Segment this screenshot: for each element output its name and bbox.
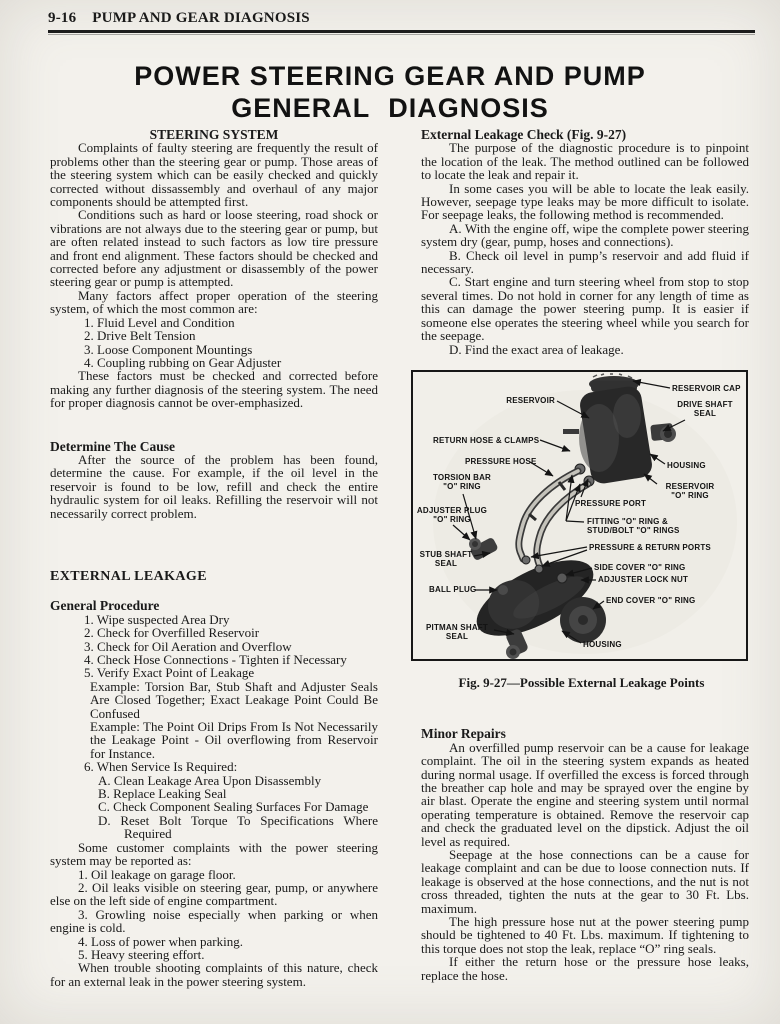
sub-list-item: C. Check Component Sealing Surfaces For Damage (98, 799, 369, 815)
left-column (50, 128, 378, 988)
paragraph: Many factors affect proper operation of the steering system, of which the most common are: (50, 287, 378, 317)
figure-label-pitman-shaft-seal: PITMAN SHAFT SEAL (426, 622, 488, 642)
two-column-body (50, 128, 749, 988)
list-item: 2. Drive Belt Tension (84, 328, 196, 344)
paragraph: These factors must be checked and corrected before making any further diagnosis of the steering system. The need for proper diagnosis cannot be over-emphasized. (50, 368, 378, 411)
figure-label-end-cover-o-ring: END COVER "O" RING (606, 595, 696, 605)
list-item: 5. Verify Exact Point of Leakage (84, 665, 255, 681)
paragraph: If either the return hose or the pressure hose leaks, replace the hose. (421, 954, 749, 983)
sub-list-item: A. Clean Leakage Area Upon Disassembly (98, 772, 322, 788)
figure-label-reservoir-cap: RESERVOIR CAP (672, 383, 741, 393)
figure-label-torsion-bar-o-ring: TORSION BAR "O" RING (432, 472, 492, 492)
procedure-step: B. Check oil level in pump’s reservoir and add fluid if necessary. (421, 247, 749, 277)
figure-9-27 (411, 370, 752, 689)
heading-minor-repairs: Minor Repairs (421, 726, 506, 742)
heading-steering-system: STEERING SYSTEM (149, 127, 279, 142)
procedure-step: C. Start engine and turn steering wheel from stop to stop several times. Do not hold in corner for any length of time as this can damage the power steering pump. It is easier if someone else operates the steering wheel while you search for the seepage. (421, 274, 749, 344)
list-item: 4. Coupling rubbing on Gear Adjuster (84, 354, 282, 370)
heading-general-procedure: General Procedure (50, 598, 160, 614)
paragraph: An overfilled pump reservoir can be a cause for leakage complaint. The oil in the steering system expands as heated during normal usage. If overfilled the excess is forced through the breather cap hole and may be sprayed over the engine by air blast. Operate the engine and steering system until normal operating temperature is obtained. Remove the reservoir cap and check the graduated level on the dipstick. Adjust the oil level as required. (421, 739, 749, 849)
complaint-item: 5. Heavy steering effort. (78, 946, 205, 962)
figure-label-reservoir-o-ring: RESERVOIR "O" RING (665, 481, 715, 501)
figure-label-adjuster-plug-o-ring: ADJUSTER PLUG "O" RING (416, 505, 488, 525)
header-rule (48, 30, 755, 33)
figure-label-housing-pump: HOUSING (667, 460, 706, 470)
paragraph: Seepage at the hose connections can be a cause for leakage complaint and can be due to loose connection nuts. If leakage is observed at the hose connections, and the nut is not cross threaded, tighten the nuts at the gear to 30 Ft. Lbs. maximum. (421, 846, 749, 916)
heading-determine-the-cause: Determine The Cause (50, 438, 175, 454)
figure-label-drive-shaft-seal: DRIVE SHAFT SEAL (677, 399, 733, 419)
figure-label-fitting-o-ring: FITTING "O" RING & STUD/BOLT "O" RINGS (587, 516, 680, 536)
figure-label-pressure-port: PRESSURE PORT (575, 498, 647, 508)
list-item: 3. Loose Component Mountings (84, 341, 253, 357)
list-item: 3. Check for Oil Aeration and Overflow (84, 638, 292, 654)
list-item: 1. Wipe suspected Area Dry (84, 611, 230, 627)
figure-label-return-hose-clamps: RETURN HOSE & CLAMPS (433, 435, 540, 445)
example-note: Example: Torsion Bar, Stub Shaft and Adjuster Seals Are Closed Together; Exact Leakage Point Could Be Confused (90, 678, 378, 721)
paragraph: Conditions such as hard or loose steering, road shock or vibrations are not always due to the steering gear or pump, but are often related instead to such factors as low tire pressure and front end alignment. These factors should be checked and corrected before any adjustment or disassembly of the power steering gear or pump is attempted. (50, 207, 378, 290)
complaint-item: 1. Oil leakage on garage floor. (78, 866, 236, 882)
paragraph: When trouble shooting complaints of this nature, check for an external leak in the power steering system. (50, 960, 378, 989)
procedure-step: A. With the engine off, wipe the complete power steering system dry (gear, pump, hoses and connections). (421, 220, 749, 250)
figure-label-reservoir: RESERVOIR (506, 395, 555, 405)
figure-caption: Fig. 9-27—Possible External Leakage Points (458, 674, 705, 690)
page-title (0, 60, 780, 124)
running-header (48, 10, 310, 27)
list-item: 6. When Service Is Required: (84, 759, 238, 775)
paragraph: The high pressure hose nut at the power steering pump should be tightened to 40 Ft. Lbs. maximum. If tightening to this torque does not stop the leak, replace “O” ring seals. (421, 914, 749, 956)
page-number: 9-16 (48, 10, 77, 26)
figure-label-adjuster-lock-nut: ADJUSTER LOCK NUT (598, 574, 689, 584)
figure-label-pressure-hose: PRESSURE HOSE (465, 456, 537, 466)
list-item: 2. Check for Overfilled Reservoir (84, 625, 260, 641)
complaint-item: 4. Loss of power when parking. (78, 933, 243, 949)
complaint-item: 2. Oil leaks visible on steering gear, pump, or anywhere else on the left side of engine compartment. (50, 879, 378, 909)
paragraph: After the source of the problem has been found, determine the cause. For example, if the oil level in the reservoir is found to be low, refill and check the entire hydraulic system for oil leaks. Refilling the reservoir will not necessarily correct problem. (50, 451, 378, 521)
figure-label-housing-gear: HOUSING (583, 639, 622, 649)
figure-label-stub-shaft-seal: STUB SHAFT SEAL (419, 549, 473, 569)
figure-label-pressure-return-ports: PRESSURE & RETURN PORTS (589, 542, 711, 552)
paragraph: In some cases you will be able to locate the leak easily. However, seepage type leaks may be more difficult to isolate. For seepage leaks, the following method is recommended. (421, 180, 749, 223)
paragraph: Complaints of faulty steering are frequently the result of problems other than the steering gear or pump. Those areas of the steering system which can be easily checked and quickly corrected without dissassembly and overhaul of any major components should be attempted first. (50, 140, 378, 210)
page-title-line1: POWER STEERING GEAR AND PUMP (134, 61, 646, 91)
complaint-item: 3. Growling noise especially when parking or when engine is cold. (50, 906, 378, 936)
right-column (416, 127, 749, 988)
list-item: 1. Fluid Level and Condition (84, 314, 235, 330)
paragraph: The purpose of the diagnostic procedure is to pinpoint the location of the leak. The method outlined can be followed to locate the leak and repair it. (421, 140, 749, 183)
page-title-line2: GENERAL DIAGNOSIS (231, 93, 549, 123)
procedure-step: D. Find the exact area of leakage. (449, 341, 624, 357)
figure-frame (411, 370, 748, 661)
figure-label-ball-plug: BALL PLUG (429, 584, 477, 594)
paragraph: Some customer complaints with the power steering system may be reported as: (50, 839, 378, 869)
heading-external-leakage: EXTERNAL LEAKAGE (50, 568, 207, 584)
heading-external-leakage-check: External Leakage Check (Fig. 9-27) (421, 127, 627, 142)
example-note: Example: The Point Oil Drips From Is Not Necessarily the Leakage Point - Oil overflowing from Reservoir for Instance. (90, 719, 378, 761)
sub-list-item: D. Reset Bolt Torque To Specifications Where Required (98, 812, 378, 842)
list-item: 4. Check Hose Connections - Tighten if Necessary (84, 652, 347, 667)
running-header-title: PUMP AND GEAR DIAGNOSIS (92, 10, 310, 26)
figure-label-side-cover-o-ring: SIDE COVER "O" RING (594, 562, 686, 572)
sub-list-item: B. Replace Leaking Seal (98, 786, 227, 802)
